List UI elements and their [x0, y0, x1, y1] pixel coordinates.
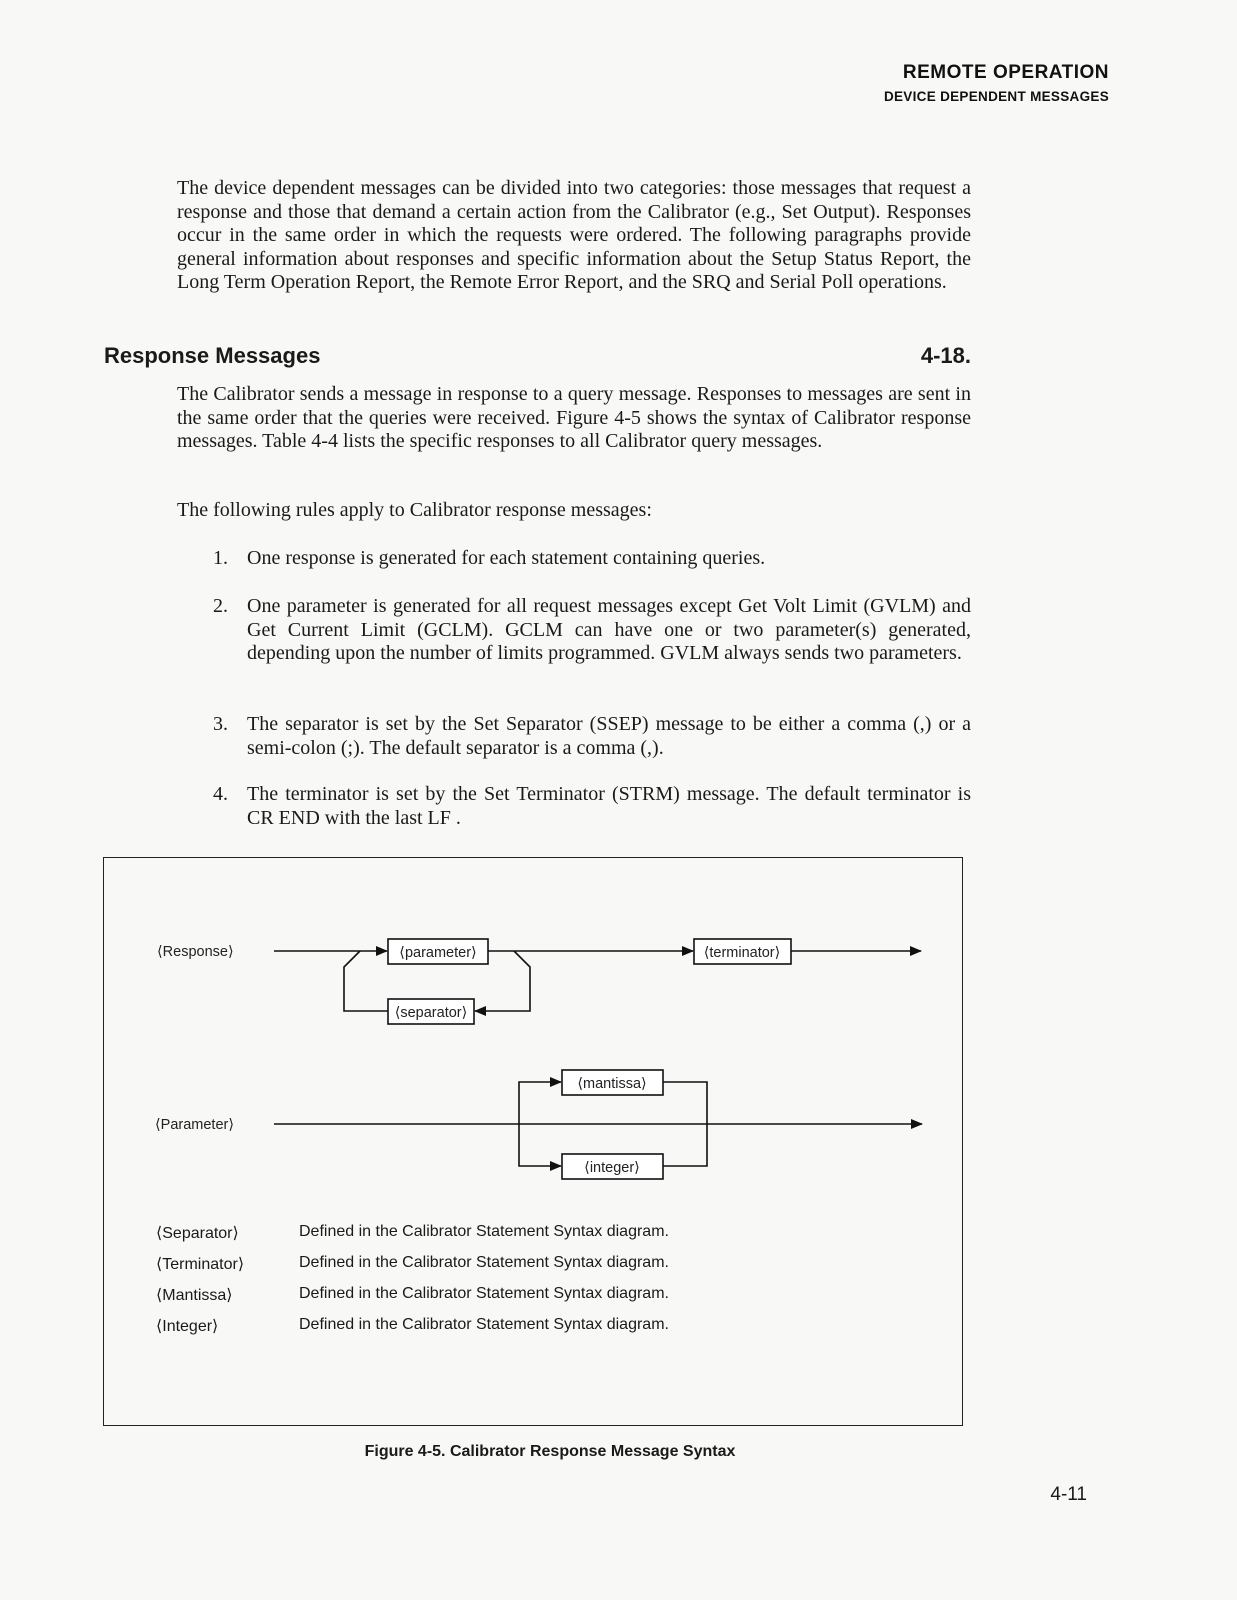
terminator-box-label: ⟨terminator⟩	[703, 945, 781, 961]
rule-text: The terminator is set by the Set Terminator (STRM) message. The default terminator is CR END with the last LF .	[247, 783, 971, 829]
integer-branch-in	[519, 1124, 561, 1166]
definition-desc: Defined in the Calibrator Statement Syntax diagram.	[299, 1316, 669, 1333]
rule-number: 1.	[213, 547, 228, 569]
definition-desc: Defined in the Calibrator Statement Syntax diagram.	[299, 1254, 669, 1271]
section-title: Response Messages	[104, 343, 321, 368]
mantissa-branch-out	[663, 1082, 707, 1124]
rule-text: One response is generated for each statement containing queries.	[247, 547, 766, 569]
response-label: ⟨Response⟩	[157, 944, 234, 960]
separator-loop-out	[344, 951, 388, 1011]
integer-box-label: ⟨integer⟩	[584, 1160, 640, 1176]
mantissa-box-label: ⟨mantissa⟩	[577, 1076, 647, 1092]
parameter-label: ⟨Parameter⟩	[155, 1117, 235, 1133]
intro-paragraph: The device dependent messages can be divided into two categories: those messages that request a response and those that demand a certain action from the Calibrator (e.g., Set Output). Responses occur in the same order in which the requests were ordered. The following paragraphs provide general information about responses and specific information about the Setup Status Report, the Long Term Operation Report, the Remote Error Report, and the SRQ and Serial Poll operations.	[177, 177, 971, 293]
page-number: 4-11	[1050, 1484, 1087, 1505]
definition-term: ⟨Mantissa⟩	[156, 1287, 233, 1304]
rule-number: 4.	[213, 783, 228, 805]
definition-term: ⟨Integer⟩	[156, 1318, 219, 1335]
rule-number: 3.	[213, 713, 228, 735]
rule-number: 2.	[213, 595, 228, 617]
definition-desc: Defined in the Calibrator Statement Syntax diagram.	[299, 1285, 669, 1302]
parameter-box-label: ⟨parameter⟩	[399, 945, 477, 961]
section-number: 4-18.	[920, 343, 971, 368]
rules-intro: The following rules apply to Calibrator response messages:	[177, 499, 652, 521]
integer-branch-out	[663, 1124, 707, 1166]
rule-text: The separator is set by the Set Separator (SSEP) message to be either a comma (,) or a semi-colon (;). The default separator is a comma (,).	[247, 713, 971, 759]
separator-box-label: ⟨separator⟩	[394, 1005, 468, 1021]
running-header-chapter: REMOTE OPERATION	[902, 62, 1109, 83]
running-header-section: DEVICE DEPENDENT MESSAGES	[883, 89, 1109, 104]
definition-term: ⟨Terminator⟩	[156, 1256, 245, 1273]
section-paragraph: The Calibrator sends a message in response to a query message. Responses to messages are sent in the same order that the queries were received. Figure 4-5 shows the syntax of Calibrator response messages. Table 4-4 lists the specific responses to all Calibrator query messages.	[177, 383, 971, 452]
rule-text: One parameter is generated for all request messages except Get Volt Limit (GVLM) and Get Current Limit (GCLM). GCLM can have one or two parameter(s) generated, depending upon the number of limits programmed. GVLM always sends two parameters.	[247, 595, 971, 664]
definition-desc: Defined in the Calibrator Statement Syntax diagram.	[299, 1223, 669, 1240]
mantissa-branch-in	[519, 1082, 561, 1124]
figure-caption: Figure 4-5. Calibrator Response Message Syntax	[364, 1443, 736, 1460]
definition-term: ⟨Separator⟩	[156, 1225, 239, 1242]
